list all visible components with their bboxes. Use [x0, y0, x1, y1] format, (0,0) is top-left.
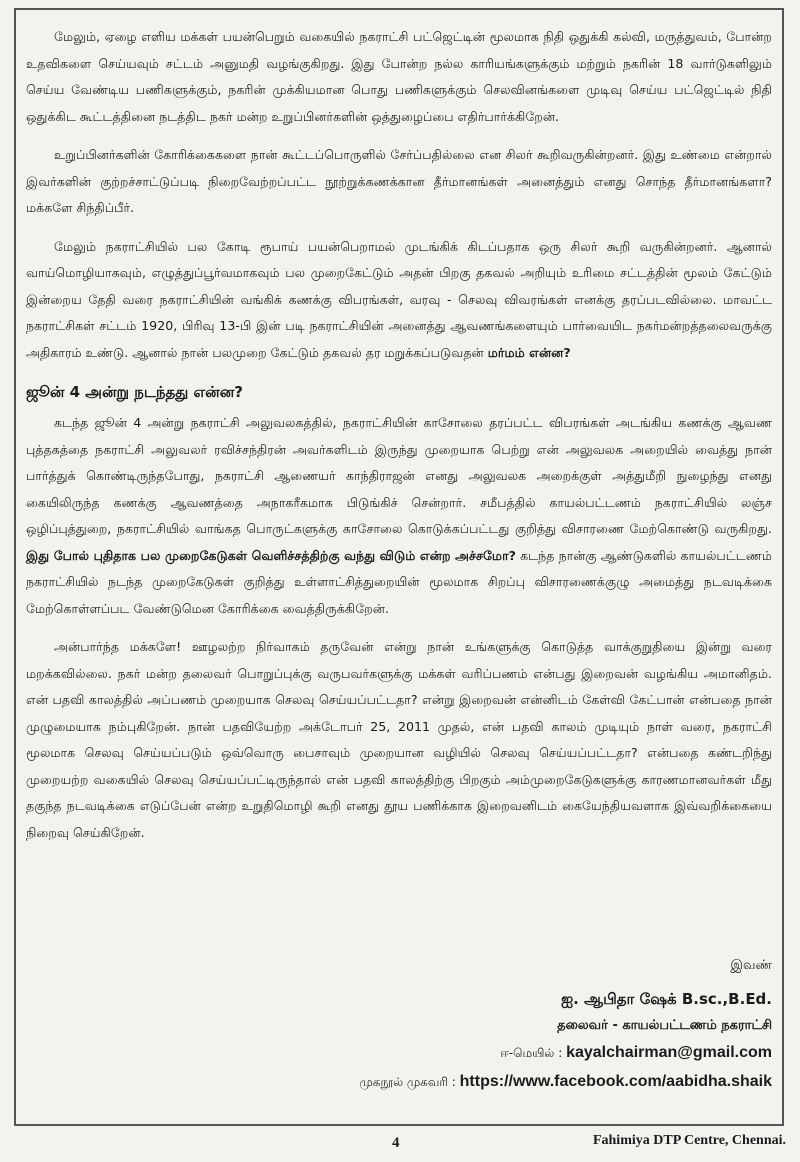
paragraph-funds-question: மர்மம் என்ன? — [487, 344, 571, 360]
signature-facebook-row — [152, 1071, 772, 1091]
paragraph-funds-text: மேலும் நகராட்சியில் பல கோடி ரூபாய் பயன்பெறாமல் முடங்கிக் கிடப்பதாக ஒரு சிலர் கூறி வருகின்றனர். ஆனால் வாய்மொழியாகவும், எழுத்துப்பூர்வமாகவும் பல முறைகேட்டும் அதன் பிறகு தகவல் அறியும் உரிமை சட்டத்தின் மூலம் கேட்டும் இன்றைய தேதி வரை நகராட்சியின் வங்கிக் கணக்கு விபரங்கள், வரவு - செலவு விவரங்கள் எனக்கு தரப்படவில்லை. மாவட்ட நகராட்சிகள் சட்டம் 1920, பிரிவு 13-பி இன் படி நகராட்சியின் அனைத்து ஆவணங்களையும் பார்வையிட நகர்மன்றத்தலைவருக்கு அதிகாரம் உண்டு. ஆனால் நான் பலமுறை கேட்டும் தகவல் தர மறுக்கப்படுவதன் — [26, 238, 772, 360]
page-number: 4 — [392, 1135, 400, 1151]
paragraph-june4-question: இது போல் புதிதாக பல முறைகேடுகள் வெளிச்சத்திற்கு வந்து விடும் என்ற அச்சமோ? — [26, 547, 516, 563]
document-body — [26, 24, 772, 858]
paragraph-june4-text: கடந்த ஜூன் 4 அன்று நகராட்சி அலுவலகத்தில், நகராட்சியின் காசோலை தரப்பட்ட விபரங்கள் அடங்கிய கணக்கு ஆவண புத்தகத்தை நகராட்சி அலுவலர் ரவிச்சந்திரன் அவர்களிடம் இருந்து முறையாக பெற்று என் அலுவலக அறையில் வைத்து நான் பார்த்துக் கொண்டிருந்தபோது, நகராட்சி ஆணையர் காந்திராஜன் எனது அலுவலக அறைக்குள் அத்துமீறி நுழைந்து எனது கையிலிருந்த கணக்கு ஆவணத்தை அநாகரீகமாக பிடுங்கிச் சென்றார். சமீபத்தில் காயல்பட்டணம் நகராட்சியில் லஞ்ச ஒழிப்புத்துறை, நகராட்சியில் வாங்கத பொருட்களுக்கு காசோலை கொடுக்கப்பட்டது குறித்து விசாரணை மேற்கொண்டு வருகிறது. — [26, 415, 772, 536]
section-heading-june4: ஜூன் 4 அன்று நடந்தது என்ன? — [26, 383, 243, 401]
paragraph-closing: அன்பார்ந்த மக்களே! ஊழலற்ற நிர்வாகம் தருவேன் என்று நான் உங்களுக்கு கொடுத்த வாக்குறுதியை இன்று வரை மறக்கவில்லை. நகர் மன்ற தலைவர் பொறுப்புக்கு வருபவர்களுக்கு மக்கள் வரிப்பணம் என்பது இறைவன் வழங்கிய அமானிதம். என் பதவி காலத்தில் அப்பணம் முறையாக செலவு செய்யப்பட்டதா? என்று இறைவன் என்னிடம் கேள்வி கேட்பான் என்பதை நான் முழுமையாக நம்புகிறேன். நான் பதவியேற்ற அக்டோபர் 25, 2011 முதல், என் பதவி காலம் முடியும் நாள் வரை, நகராட்சி மூலமாக செலவு செய்யப்படும் ஒவ்வொரு பைசாவும் முறையான வழியில் செலவு செய்யப்பட்டதா? என்பதை கண்டறிந்து முறையற்ற வகையில் செலவு செய்யப்பட்டிருந்தால் என் பதவி காலத்திற்கு பிறகும் அம்முறைகேடுகளுக்கு காரணமானவர்கள் மீது தகுந்த நடவடிக்கை எடுப்பேன் என்ற உறுதிமொழி கூறி எனது தூய பணிக்காக இறைவனிடம் கையேந்தியவளாக இவ்வறிக்கையை நிறைவு செய்கிறேன். — [26, 639, 772, 840]
paragraph-resolutions: உறுப்பினர்களின் கோரிக்கைகளை நான் கூட்டப்பொருளில் சேர்ப்பதில்லை என சிலர் கூறிவருகின்றனர். இது உண்மை என்றால் இவர்களின் குற்றச்சாட்டுப்படி நிறைவேற்றப்பட்ட நூற்றுக்கணக்கான தீர்மானங்கள் அனைத்தும் எனது சொந்த தீர்மானங்களா? மக்களே சிந்திப்பீர். — [26, 147, 772, 215]
email-label: ஈ-மெயில் : — [500, 1046, 567, 1060]
facebook-link[interactable]: https://www.facebook.com/aabidha.shaik — [459, 1073, 772, 1090]
paragraph-budget: மேலும், ஏழை எளிய மக்கள் பயன்பெறும் வகையில் நகராட்சி பட்ஜெட்டின் மூலமாக நிதி ஒதுக்கி கல்வி, மருத்துவம், போன்ற உதவிகளை செய்யவும் சட்டம் அனுமதி வழங்குகிறது. இது போன்ற நல்ல காரியங்களுக்கும் மற்றும் நகரின் 18 வார்டுகளிலும் செய்ய வேண்டிய பணிகளுக்கும், நகரின் முக்கியமான பொது பணிகளுக்கும் செலவினங்களை முடிவு செய்ய பட்ஜெட்டில் நிதி ஒதுக்கிட கூட்டத்தினை நடத்திட நகர் மன்ற உறுப்பினர்களின் ஒத்துழைப்பை எதிர்பார்க்கிறேன். — [26, 29, 773, 124]
footer-credit: Fahimiya DTP Centre, Chennai. — [592, 1133, 786, 1148]
signature-title: தலைவர் - காயல்பட்டணம் நகராட்சி — [557, 1018, 772, 1033]
signature-greeting: இவண் — [730, 958, 772, 973]
signature-name: ஐ. ஆபிதா ஷேக் B.sc.,B.Ed. — [561, 990, 772, 1008]
paragraph-funds — [26, 234, 772, 367]
signature-email-row — [352, 1042, 772, 1062]
paragraph-june4 — [26, 410, 772, 622]
paragraph-june4-end: கடந்த நான்கு ஆண்டுகளில் காயல்பட்டணம் நகராட்சியில் நடந்த முறைகேடுகள் குறித்து உள்ளாட்சித்துறையின் மூலமாக சிறப்பு விசாரணைக்குழு அமைத்து நடவடிக்கை மேற்கொள்ளப்பட வேண்டுமென கோரிக்கை வைத்திருக்கிறேன். — [26, 547, 772, 616]
facebook-label: முகநூல் முகவரி : — [359, 1075, 460, 1089]
email-link[interactable]: kayalchairman@gmail.com — [566, 1044, 772, 1061]
